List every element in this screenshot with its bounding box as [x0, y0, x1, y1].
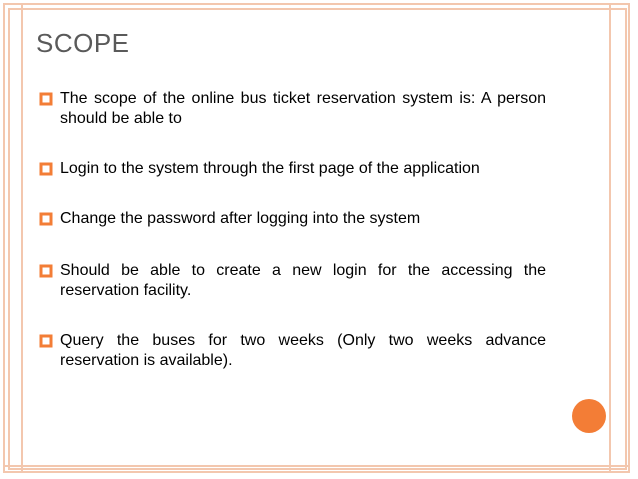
slide-border-left-line — [21, 3, 23, 473]
hollow-square-bullet-icon — [38, 263, 54, 279]
bullet-text: Change the password after logging into the system — [60, 210, 421, 227]
bullet-text: The scope of the online bus ticket reservation system is: A person should be able to — [60, 90, 546, 127]
bullet-item — [38, 89, 546, 129]
hollow-square-bullet-icon — [38, 211, 54, 227]
orange-circle-icon — [572, 399, 606, 433]
bullet-item — [38, 209, 546, 229]
bullet-list — [38, 89, 546, 371]
bullet-item — [38, 159, 546, 179]
bullet-text: Query the buses for two weeks (Only two weeks advance reservation is available). — [60, 332, 546, 369]
bullet-item — [38, 331, 546, 371]
hollow-square-bullet-icon — [38, 91, 54, 107]
bullet-text: Should be able to create a new login for the accessing the reservation facility. — [60, 262, 546, 299]
slide-title: SCOPE — [36, 28, 130, 58]
slide-border-right-line — [609, 3, 611, 473]
hollow-square-bullet-icon — [38, 161, 54, 177]
slide-border-bottom-line — [3, 465, 630, 467]
bullet-text: Login to the system through the first page of the application — [60, 160, 480, 177]
hollow-square-bullet-icon — [38, 333, 54, 349]
bullet-item — [38, 261, 546, 301]
